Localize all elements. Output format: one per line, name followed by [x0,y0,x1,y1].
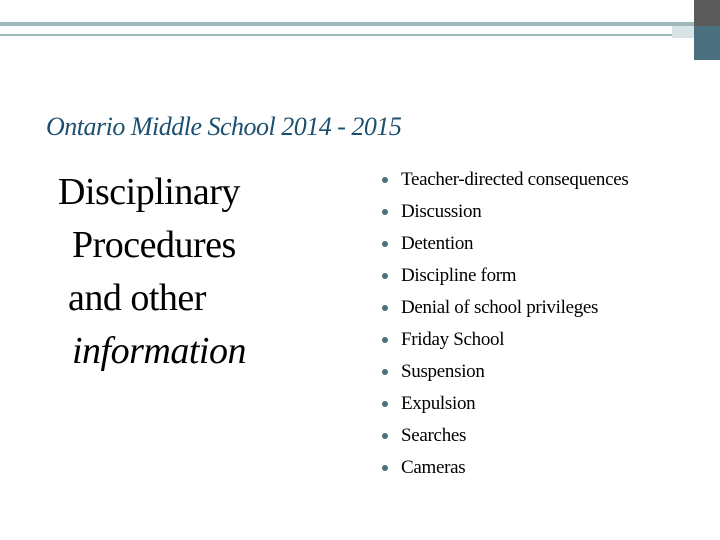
bullet-item [382,198,628,230]
bullet-dot-icon [382,209,388,215]
bullet-text: Expulsion [401,393,476,414]
slide-title: Ontario Middle School 2014 - 2015 [46,112,402,141]
slide-top-band [0,0,720,22]
bullet-dot-icon [382,177,388,183]
section-heading-line: and other [68,277,206,319]
bullet-text: Searches [401,425,467,446]
slide-top-rule [0,22,720,26]
bullet-dot-icon [382,369,388,375]
bullet-dot-icon [382,305,388,311]
bullet-text: Discussion [401,201,482,222]
slide-corner-accent [694,0,720,60]
bullet-item [382,262,628,294]
bullet-item [382,166,628,198]
bullet-text: Cameras [401,457,466,478]
section-heading [58,166,318,378]
bullet-item [382,422,628,454]
slide-corner-accent-light [672,26,694,38]
bullet-item [382,294,628,326]
bullet-item [382,326,628,358]
bullet-dot-icon [382,433,388,439]
bullet-item [382,454,628,486]
bullet-item [382,358,628,390]
bullet-text: Suspension [401,361,485,382]
bullet-text: Teacher-directed consequences [401,169,629,190]
bullet-list [382,166,628,486]
section-heading-line: information [72,330,246,372]
bullet-dot-icon [382,465,388,471]
bullet-text: Discipline form [401,265,517,286]
bullet-dot-icon [382,401,388,407]
bullet-item [382,390,628,422]
section-heading-line: Procedures [72,224,236,266]
slide-top-rule-thin [0,34,690,36]
bullet-dot-icon [382,337,388,343]
bullet-item [382,230,628,262]
bullet-dot-icon [382,273,388,279]
bullet-text: Denial of school privileges [401,297,599,318]
bullet-text: Detention [401,233,474,254]
bullet-dot-icon [382,241,388,247]
bullet-text: Friday School [401,329,505,350]
section-heading-line: Disciplinary [58,171,240,213]
